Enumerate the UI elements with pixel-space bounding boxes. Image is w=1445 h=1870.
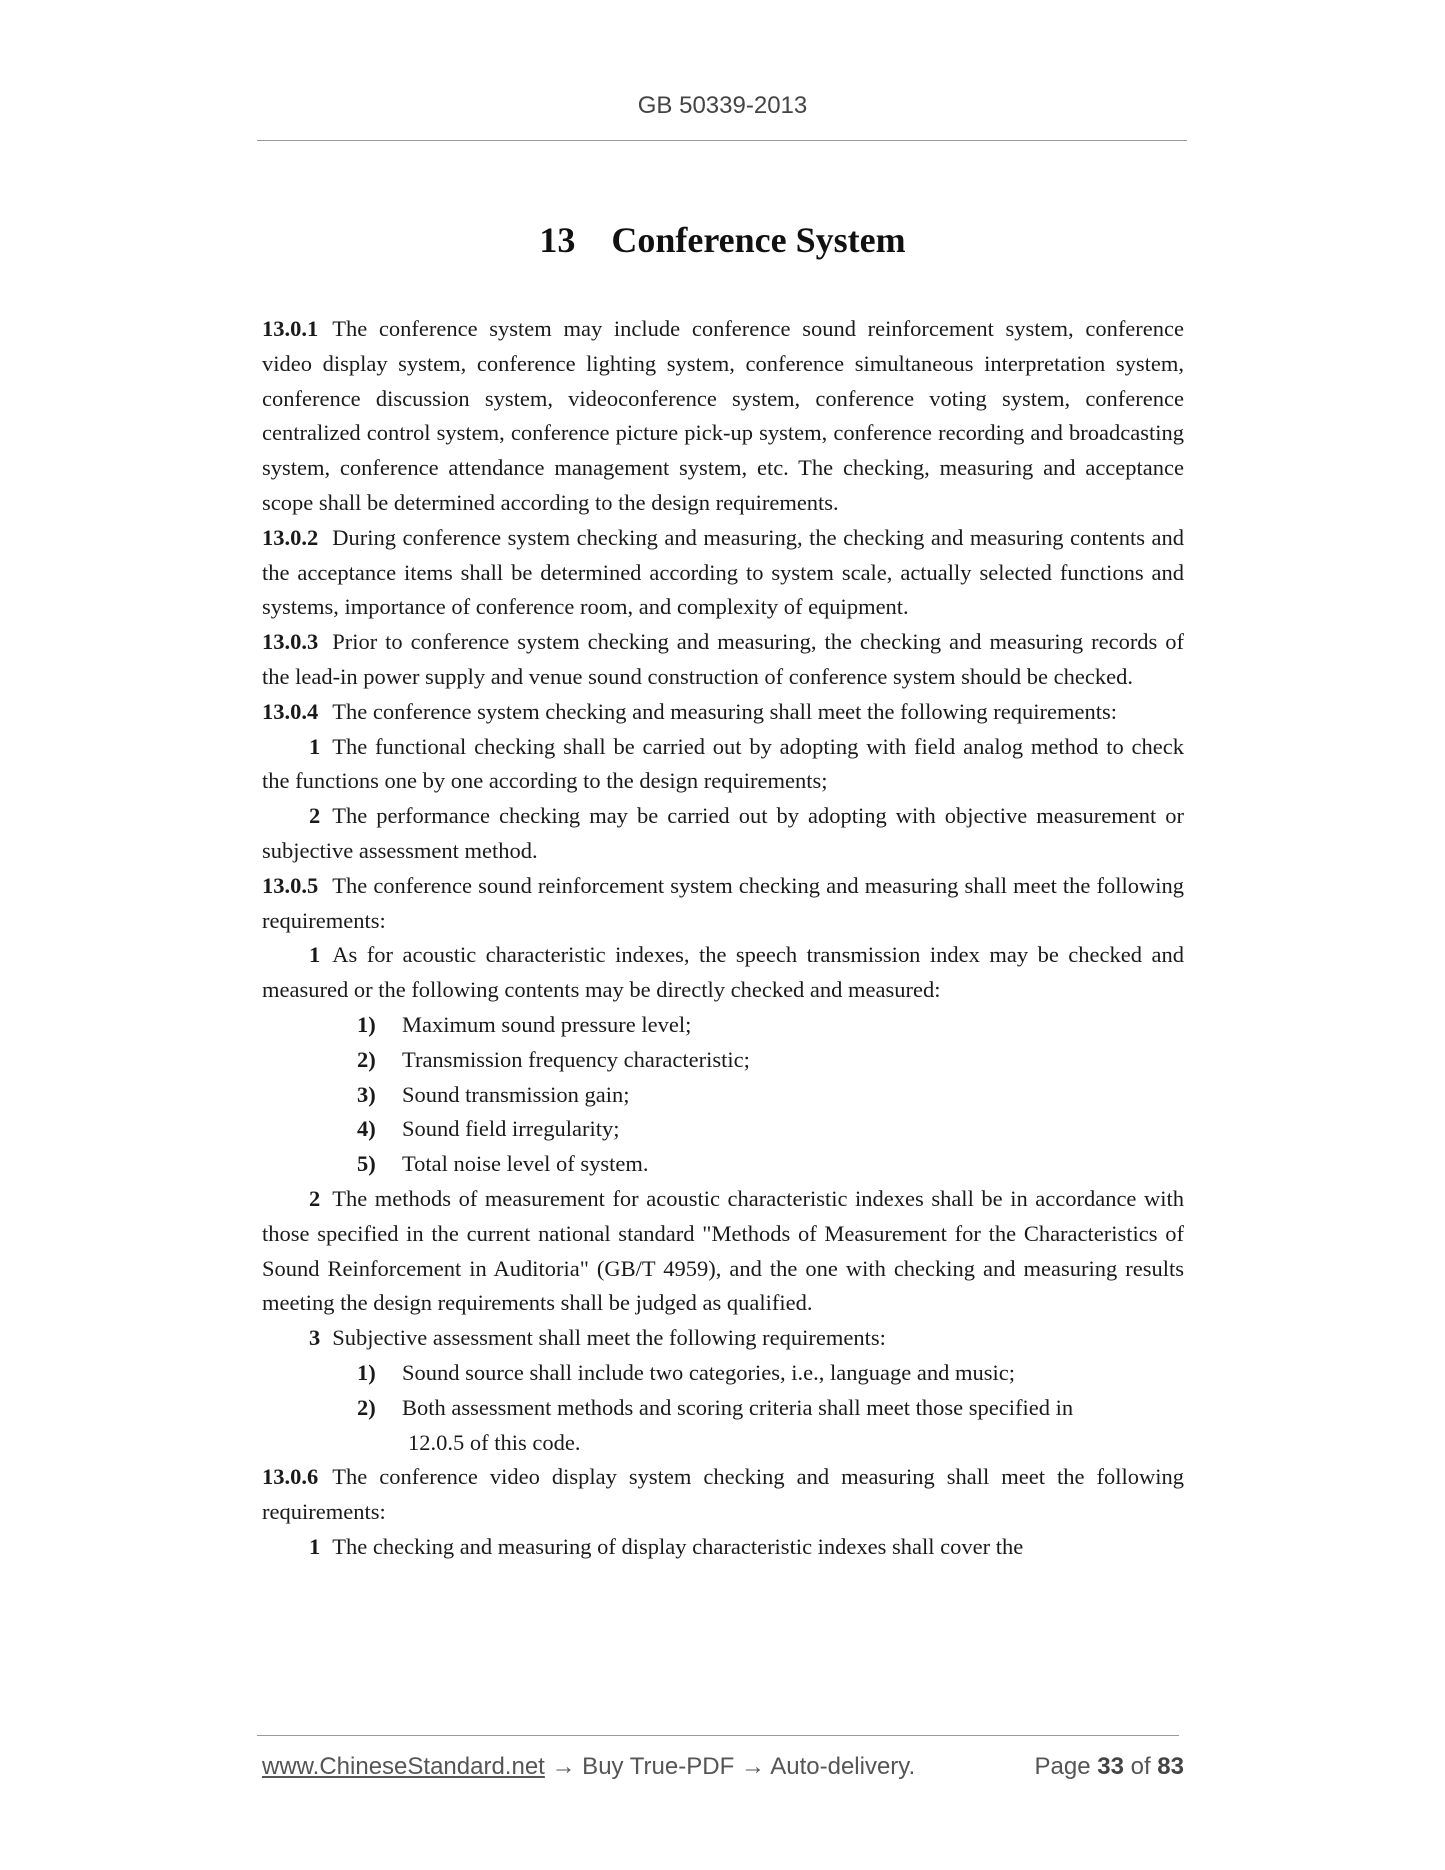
clause-13-0-6 xyxy=(262,1460,1184,1530)
chapter-title-text: Conference System xyxy=(611,220,906,260)
list-item xyxy=(262,799,1184,869)
item-text: The performance checking may be carried out by adopting with objective measurement or subjective assessment method. xyxy=(262,803,1184,863)
site-link[interactable]: www.ChineseStandard.net xyxy=(262,1753,545,1780)
list-item xyxy=(262,1321,1184,1356)
footer-promo xyxy=(262,1753,915,1781)
clause-13-0-1 xyxy=(262,312,1184,521)
item-text: The methods of measurement for acoustic characteristic indexes shall be in accordance with those specified in the current national standard "Methods of Measurement for the Characteristics of Sound Reinforcement in Auditoria" (GB/T 4959), and the one with checking and measuring results meeting the design requirements shall be judged as qualified. xyxy=(262,1185,1184,1316)
clause-text: During conference system checking and measuring, the checking and measuring contents and the acceptance items shall be determined according to system scale, actually selected functions and systems, importance of conference room, and complexity of equipment. xyxy=(262,524,1184,620)
page-footer xyxy=(262,1753,1184,1787)
promo-text: → Buy True-PDF → Auto-delivery. xyxy=(551,1753,916,1780)
clause-text: The conference system may include conference sound reinforcement system, conference video display system, conference lighting system, conference simultaneous interpretation system, conference discussion system, videoconference system, conference voting system, conference centralized control system, conference picture pick-up system, conference recording and broadcasting system, conference attendance management system, etc. The checking, measuring and acceptance scope shall be determined according to the design requirements. xyxy=(262,316,1184,515)
chapter-number: 13 xyxy=(539,220,576,260)
item-text: As for acoustic characteristic indexes, the speech transmission index may be checked and measured or the following contents may be directly checked and measured: xyxy=(262,942,1184,1003)
footer-divider xyxy=(257,1735,1179,1736)
sub-item xyxy=(262,1391,1184,1461)
list-item xyxy=(262,1182,1184,1321)
page-indicator xyxy=(1035,1753,1185,1781)
clause-text: The conference video display system checking and measuring shall meet the following requirements: xyxy=(262,1464,1184,1525)
header-divider xyxy=(257,140,1187,141)
sub-item-number: 5) xyxy=(357,1151,376,1177)
sub-item xyxy=(262,1356,1184,1391)
clause-13-0-4 xyxy=(262,695,1184,730)
sub-item-number: 3) xyxy=(357,1081,376,1107)
clause-text: Prior to conference system checking and measuring, the checking and measuring records of the lead-in power supply and venue sound construction of conference system should be checked. xyxy=(262,629,1184,689)
page-current: 33 xyxy=(1097,1753,1124,1780)
clause-number: 13.0.4 xyxy=(262,698,319,724)
sub-item-number: 1) xyxy=(357,1359,376,1385)
sub-item-text: Sound source shall include two categories, i.e., language and music; xyxy=(402,1359,1015,1385)
page-of-label: of xyxy=(1130,1753,1151,1780)
clause-number: 13.0.6 xyxy=(262,1464,319,1490)
page-label: Page xyxy=(1034,1753,1091,1780)
sub-item xyxy=(262,1078,1184,1113)
clause-text: The conference sound reinforcement system checking and measuring shall meet the following requirements: xyxy=(262,872,1184,933)
clause-13-0-3 xyxy=(262,625,1184,695)
sub-item-number: 1) xyxy=(357,1011,376,1037)
clause-number: 13.0.1 xyxy=(262,316,319,341)
page-total: 83 xyxy=(1157,1753,1184,1780)
sub-item xyxy=(262,1147,1184,1182)
list-item xyxy=(262,1530,1184,1565)
sub-item xyxy=(262,1112,1184,1147)
item-number: 3 xyxy=(309,1325,321,1351)
sub-item-continuation: 12.0.5 of this code. xyxy=(408,1429,581,1455)
running-header: GB 50339-2013 xyxy=(637,92,808,119)
item-text: The checking and measuring of display characteristic indexes shall cover the xyxy=(332,1533,1024,1559)
clause-13-0-2 xyxy=(262,521,1184,625)
clause-number: 13.0.2 xyxy=(262,524,319,550)
item-number: 2 xyxy=(309,1185,321,1211)
sub-item-text: Total noise level of system. xyxy=(402,1151,649,1177)
item-text: The functional checking shall be carried out by adopting with field analog method to check the functions one by one according to the design requirements; xyxy=(262,733,1184,794)
list-item xyxy=(262,938,1184,1008)
sub-item xyxy=(262,1043,1184,1078)
clause-13-0-5 xyxy=(262,869,1184,939)
clause-number: 13.0.3 xyxy=(262,629,319,655)
item-text: Subjective assessment shall meet the following requirements: xyxy=(332,1325,886,1351)
clause-text: The conference system checking and measuring shall meet the following requirements: xyxy=(332,698,1117,724)
clause-number: 13.0.5 xyxy=(262,872,319,898)
sub-item xyxy=(262,1008,1184,1043)
sub-item-text: Sound field irregularity; xyxy=(402,1116,620,1142)
document-body xyxy=(262,312,1184,1565)
item-number: 1 xyxy=(309,1533,321,1559)
item-number: 2 xyxy=(309,803,321,829)
sub-item-number: 2) xyxy=(357,1394,376,1420)
sub-item-text: Transmission frequency characteristic; xyxy=(402,1046,750,1072)
list-item xyxy=(262,730,1184,800)
sub-item-text: Maximum sound pressure level; xyxy=(402,1011,692,1037)
sub-item-text: Both assessment methods and scoring criteria shall meet those specified in xyxy=(402,1394,1074,1420)
item-number: 1 xyxy=(309,733,321,759)
sub-item-number: 4) xyxy=(357,1116,376,1142)
item-number: 1 xyxy=(309,942,321,968)
sub-item-text: Sound transmission gain; xyxy=(402,1081,630,1107)
sub-item-number: 2) xyxy=(357,1046,376,1072)
chapter-title xyxy=(0,219,1445,261)
